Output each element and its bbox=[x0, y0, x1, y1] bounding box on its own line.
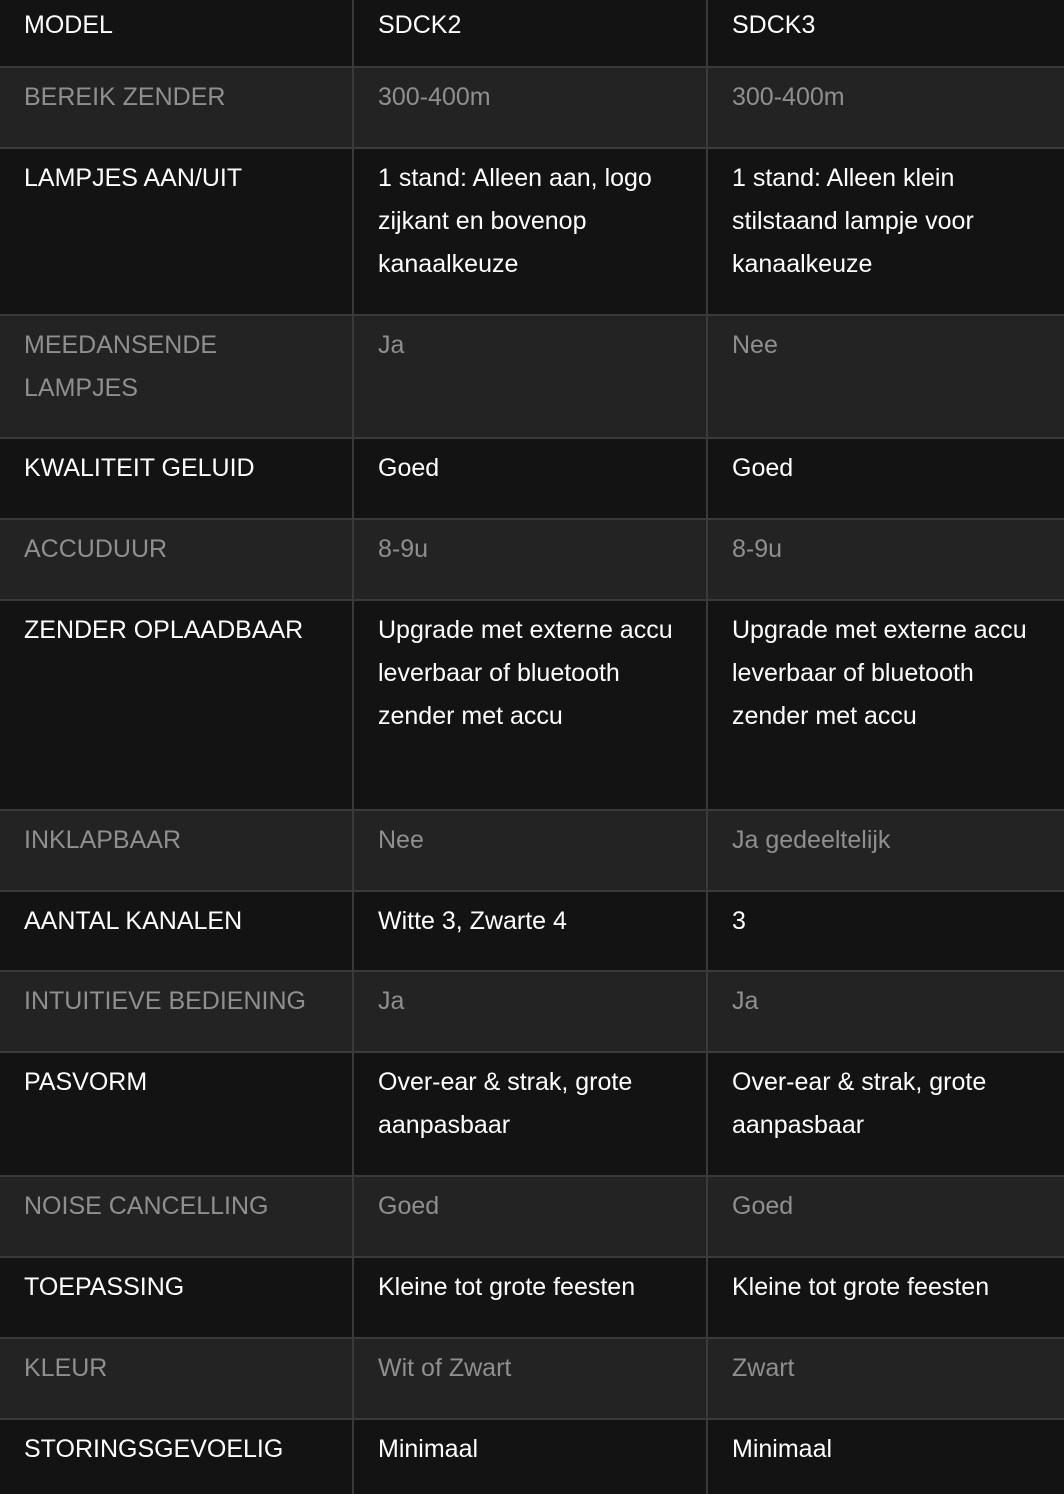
cell-sdck2: Goed bbox=[353, 1176, 707, 1257]
cell-sdck2: Over-ear & strak, grote aanpasbaar bbox=[353, 1052, 707, 1176]
cell-sdck3: Nee bbox=[707, 315, 1064, 438]
table-row bbox=[0, 1419, 1064, 1494]
row-label: MEEDANSENDE LAMPJES bbox=[0, 315, 353, 438]
cell-sdck2: 1 stand: Alleen aan, logo zijkant en bovenop kanaalkeuze bbox=[353, 148, 707, 315]
row-label: KWALITEIT GELUID bbox=[0, 438, 353, 519]
table-row bbox=[0, 519, 1064, 600]
table-row bbox=[0, 891, 1064, 971]
row-label: TOEPASSING bbox=[0, 1257, 353, 1338]
table-row bbox=[0, 438, 1064, 519]
header-cell-sdck3: SDCK3 bbox=[707, 0, 1064, 67]
row-label: INKLAPBAAR bbox=[0, 810, 353, 891]
row-label: BEREIK ZENDER bbox=[0, 67, 353, 148]
cell-sdck3: 300-400m bbox=[707, 67, 1064, 148]
row-label: LAMPJES AAN/UIT bbox=[0, 148, 353, 315]
cell-sdck3: Over-ear & strak, grote aanpasbaar bbox=[707, 1052, 1064, 1176]
row-label: ZENDER OPLAADBAAR bbox=[0, 600, 353, 810]
cell-sdck2: Minimaal bbox=[353, 1419, 707, 1494]
cell-sdck3: Goed bbox=[707, 438, 1064, 519]
cell-sdck2: Wit of Zwart bbox=[353, 1338, 707, 1419]
cell-sdck2: Upgrade met externe accu leverbaar of bluetooth zender met accu bbox=[353, 600, 707, 810]
cell-sdck3: Upgrade met externe accu leverbaar of bluetooth zender met accu bbox=[707, 600, 1064, 810]
cell-sdck2: 300-400m bbox=[353, 67, 707, 148]
cell-sdck3: Kleine tot grote feesten bbox=[707, 1257, 1064, 1338]
cell-sdck3: 1 stand: Alleen klein stilstaand lampje voor kanaalkeuze bbox=[707, 148, 1064, 315]
cell-sdck2: Ja bbox=[353, 315, 707, 438]
table-row bbox=[0, 148, 1064, 315]
cell-sdck2: 8-9u bbox=[353, 519, 707, 600]
row-label: AANTAL KANALEN bbox=[0, 891, 353, 971]
cell-sdck3: 8-9u bbox=[707, 519, 1064, 600]
cell-sdck2: Goed bbox=[353, 438, 707, 519]
table-row bbox=[0, 810, 1064, 891]
cell-sdck3: Goed bbox=[707, 1176, 1064, 1257]
table-row bbox=[0, 600, 1064, 810]
table-row bbox=[0, 1176, 1064, 1257]
cell-sdck2: Witte 3, Zwarte 4 bbox=[353, 891, 707, 971]
header-cell-model: MODEL bbox=[0, 0, 353, 67]
row-label: STORINGSGEVOELIG bbox=[0, 1419, 353, 1494]
table-row bbox=[0, 971, 1064, 1052]
cell-sdck3: 3 bbox=[707, 891, 1064, 971]
cell-sdck3: Zwart bbox=[707, 1338, 1064, 1419]
cell-sdck2: Kleine tot grote feesten bbox=[353, 1257, 707, 1338]
row-label: ACCUDUUR bbox=[0, 519, 353, 600]
cell-sdck3: Minimaal bbox=[707, 1419, 1064, 1494]
table-header-row bbox=[0, 0, 1064, 67]
table-row bbox=[0, 67, 1064, 148]
row-label: NOISE CANCELLING bbox=[0, 1176, 353, 1257]
row-label: KLEUR bbox=[0, 1338, 353, 1419]
cell-sdck3: Ja bbox=[707, 971, 1064, 1052]
row-label: PASVORM bbox=[0, 1052, 353, 1176]
header-cell-sdck2: SDCK2 bbox=[353, 0, 707, 67]
table-row bbox=[0, 315, 1064, 438]
cell-sdck2: Ja bbox=[353, 971, 707, 1052]
table-row bbox=[0, 1338, 1064, 1419]
cell-sdck3: Ja gedeeltelijk bbox=[707, 810, 1064, 891]
cell-sdck2: Nee bbox=[353, 810, 707, 891]
table-row bbox=[0, 1257, 1064, 1338]
row-label: INTUITIEVE BEDIENING bbox=[0, 971, 353, 1052]
table-row bbox=[0, 1052, 1064, 1176]
